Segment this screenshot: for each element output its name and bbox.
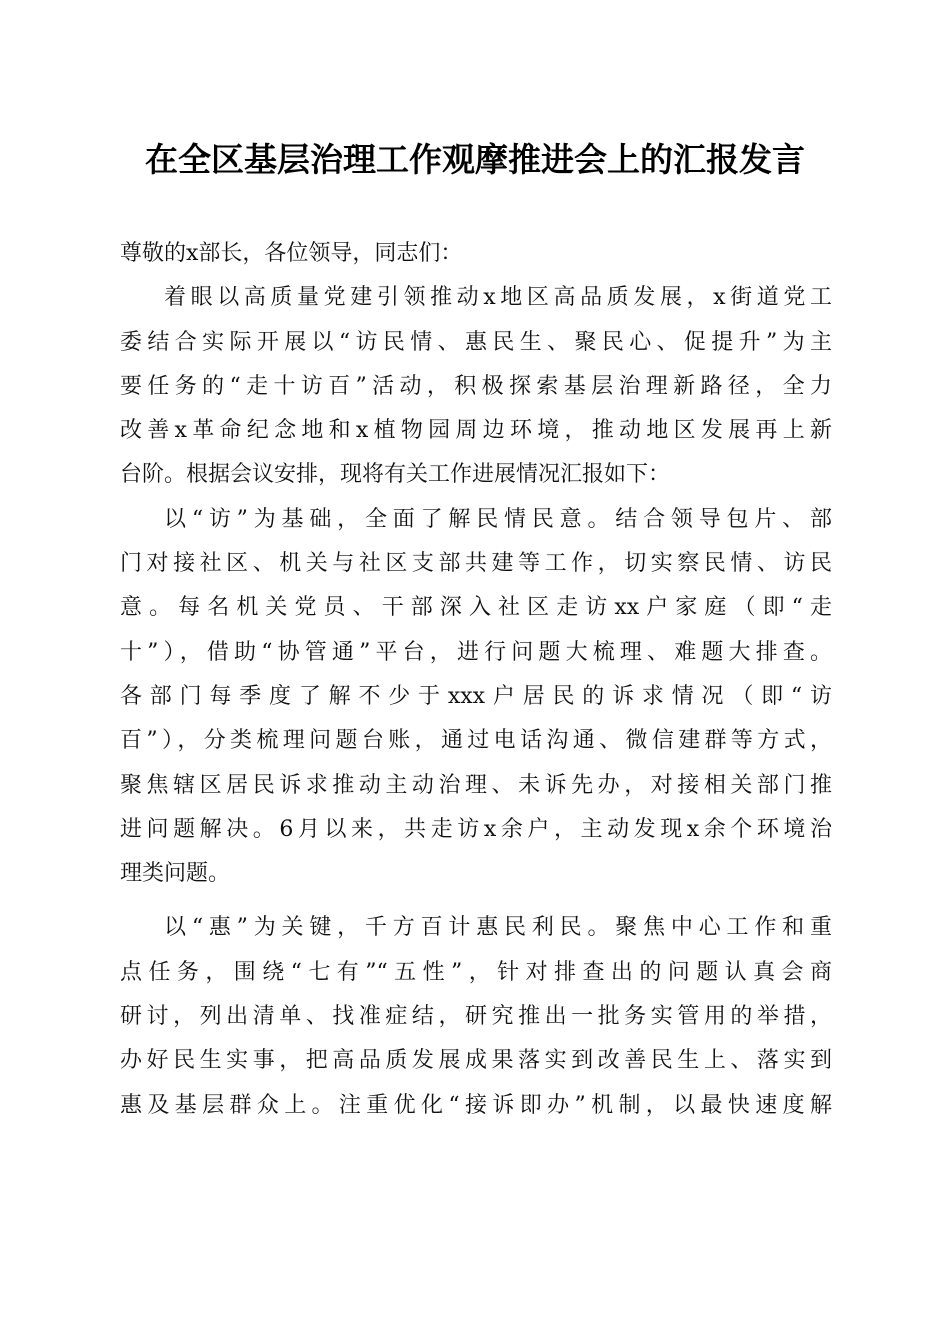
paragraph-line: 理类问题。 (120, 861, 231, 887)
paragraph-line: 点任务，围绕“七有”“五性”，针对排查出的问题认真会商 (120, 959, 832, 985)
paragraph-1 (120, 276, 832, 497)
paragraph-3 (120, 906, 832, 1127)
paragraph-line: 研讨，列出清单、找准症结，研究推出一批务实管用的举措， (120, 1004, 832, 1030)
paragraph-line: 各部门每季度了解不少于xxx户居民的诉求情况（即“访 (120, 683, 832, 709)
paragraph-line: 改善x革命纪念地和x植物园周边环境，推动地区发展再上新 (120, 418, 832, 444)
paragraph-line: 百”），分类梳理问题台账，通过电话沟通、微信建群等方式， (120, 728, 832, 754)
paragraph-line: 以“访”为基础，全面了解民情民意。结合领导包片、部 (164, 506, 832, 532)
paragraph-line: 着眼以高质量党建引领推动x地区高品质发展，x街道党工 (164, 285, 832, 311)
paragraph-line: 进问题解决。6月以来，共走访x余户，主动发现x余个环境治 (120, 816, 832, 842)
paragraph-line: 聚焦辖区居民诉求推动主动治理、未诉先办，对接相关部门推 (120, 772, 832, 798)
paragraph-2 (120, 498, 832, 897)
paragraph-line: 要任务的“走十访百”活动，积极探索基层治理新路径，全力 (120, 373, 832, 399)
document-body (120, 232, 832, 1128)
paragraph-line: 委结合实际开展以“访民情、惠民生、聚民心、促提升”为主 (120, 329, 832, 355)
document-title: 在全区基层治理工作观摩推进会上的汇报发言 (145, 140, 805, 179)
paragraph-gap (120, 896, 832, 906)
paragraph-line: 惠及基层群众上。注重优化“接诉即办”机制，以最快速度解 (120, 1092, 832, 1118)
salutation: 尊敬的x部长，各位领导，同志们： (120, 241, 463, 266)
paragraph-line: 意。每名机关党员、干部深入社区走访xx户家庭（即“走 (120, 595, 832, 621)
paragraph-line: 门对接社区、机关与社区支部共建等工作，切实察民情、访民 (120, 551, 832, 577)
paragraph-line: 十”），借助“协管通”平台，进行问题大梳理、难题大排查。 (120, 639, 832, 665)
paragraph-line: 台阶。根据会议安排，现将有关工作进展情况汇报如下： (120, 462, 671, 488)
paragraph-line: 以“惠”为关键，千方百计惠民利民。聚焦中心工作和重 (164, 915, 832, 941)
paragraph-line: 办好民生实事，把高品质发展成果落实到改善民生上、落实到 (120, 1048, 832, 1074)
